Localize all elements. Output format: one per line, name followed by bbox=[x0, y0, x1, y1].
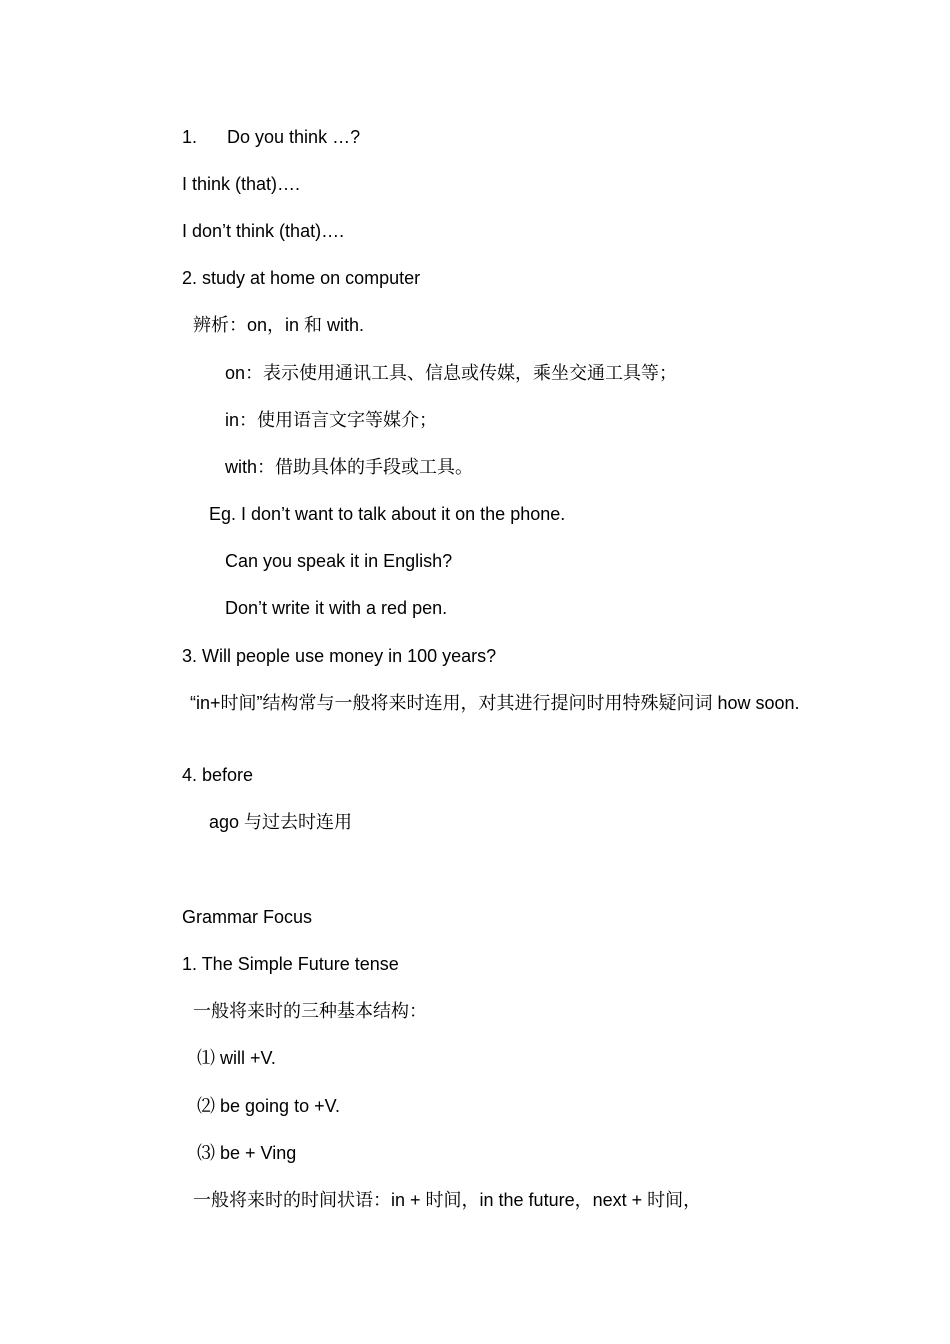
line-i-think: I think (that)…. bbox=[182, 174, 301, 194]
structures-heading: 一般将来时的三种基本结构： bbox=[193, 1001, 427, 1021]
item-4-title: 4. before bbox=[182, 765, 254, 785]
example-2: Can you speak it in English? bbox=[225, 551, 453, 571]
item-3-title: 3. Will people use money in 100 years? bbox=[182, 646, 497, 666]
item-4-note: ago 与过去时连用 bbox=[209, 812, 353, 832]
example-3: Don’t write it with a red pen. bbox=[225, 598, 448, 618]
analysis-heading: 辨析：on，in 和 with. bbox=[193, 315, 365, 335]
grammar-subtitle: 1. The Simple Future tense bbox=[182, 954, 399, 974]
item-1-number: 1. bbox=[182, 127, 198, 147]
item-1-text: Do you think …? bbox=[227, 127, 361, 147]
structure-2: ⑵ be going to +V. bbox=[197, 1096, 340, 1116]
structure-1: ⑴ will +V. bbox=[197, 1048, 276, 1068]
grammar-heading: Grammar Focus bbox=[182, 907, 313, 927]
item-3-note: “in+时间”结构常与一般将来时连用，对其进行提问时用特殊疑问词 how soon. bbox=[190, 693, 800, 713]
line-i-dont-think: I don’t think (that)…. bbox=[182, 221, 345, 241]
with-usage: with：借助具体的手段或工具。 bbox=[225, 457, 474, 477]
time-adverbials: 一般将来时的时间状语：in + 时间，in the future，next + 时间， bbox=[193, 1190, 702, 1210]
structure-3: ⑶ be + Ving bbox=[197, 1143, 297, 1163]
in-usage: in：使用语言文字等媒介； bbox=[225, 410, 438, 430]
item-2-title: 2. study at home on computer bbox=[182, 268, 421, 288]
item-1 bbox=[182, 125, 360, 149]
example-1: Eg. I don’t want to talk about it on the phone. bbox=[209, 504, 566, 524]
on-usage: on：表示使用通讯工具、信息或传媒，乘坐交通工具等； bbox=[225, 363, 678, 383]
